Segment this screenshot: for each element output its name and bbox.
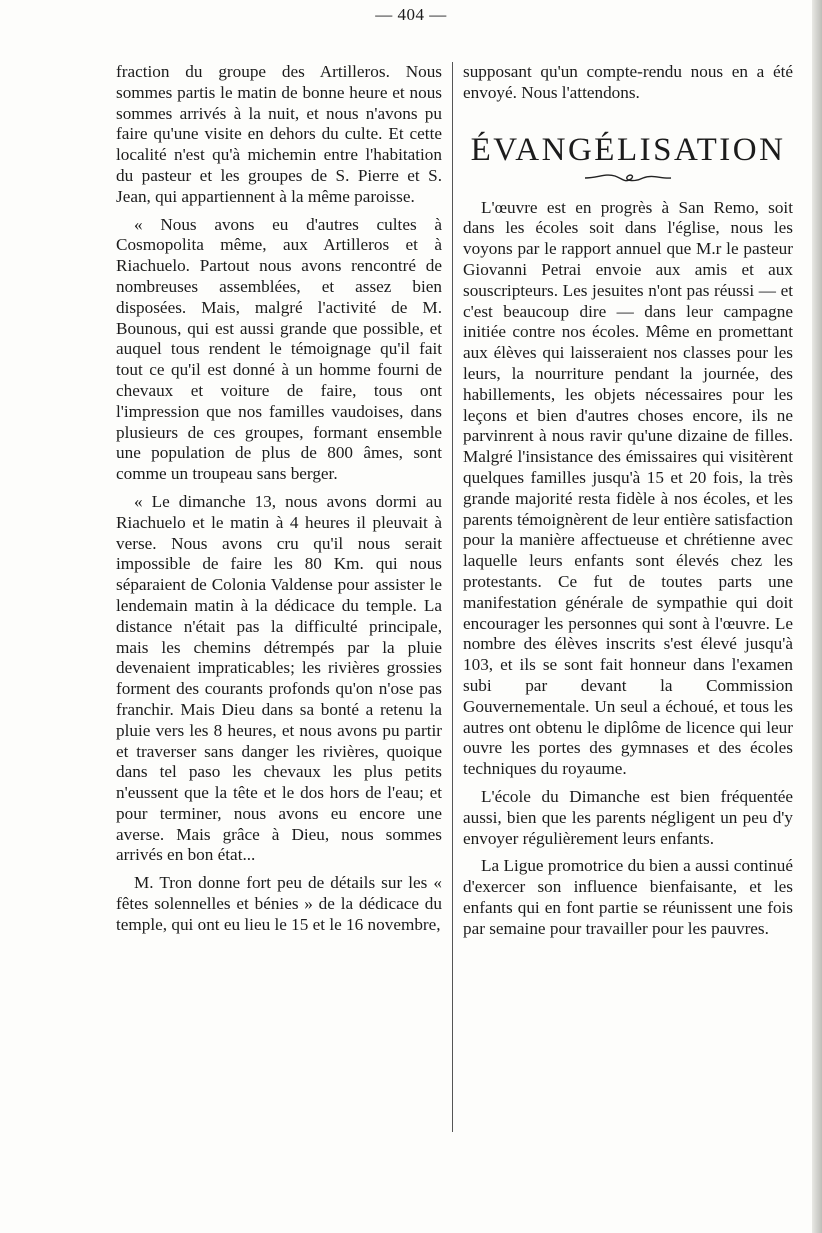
paragraph-oeuvre: L'œuvre est en progrès à San Remo, soit dans les écoles soit dans l'église, nous les voyons par le rapport annuel que M.r le pasteur Giovanni Petrai envoie aux amis et aux souscripteurs. Les jesuites n'ont pas réussi — et c'est beaucoup dire — dans leur campagne initiée contre nos écoles. Même en promettant aux élèves qui laisseraient nos classes pour les leurs, la nourriture pendant la journée, des habillements, les objets nécessaires pour les leçons et bien d'autres choses encore, ils ne parvinrent à nous ravir qu'une dizaine de filles. Malgré l'insistance des émissaires qui visitèrent quelques familles jusqu'à 15 et 20 fois, la très grande majorité resta fidèle à nos écoles, et les parents témoignèrent de leur entière satisfaction pour la manière affectueuse et chrétienne avec laquelle leurs enfants sont élevés chez les protestants. Ce fut de toutes parts une manifestation générale de sympathie qui doit encourager les personnes qui sont à l'œuvre. Le nombre des élèves inscrits s'est élevé jusqu'à 103, et ils se sont fait honneur dans l'examen subi par devant la Commission Gouvernementale. Un seul a échoué, et tous les autres ont obtenu le diplôme de licence qui leur ouvre les portes des gymnases et des écoles techniques du royaume.: [463, 197, 793, 779]
page-number: — 404 —: [375, 5, 447, 24]
paragraph-ecole-dimanche: L'école du Dimanche est bien fréquentée aussi, bien que les parents négligent un peu d'y envoyer régulièrement leurs enfants.: [463, 786, 793, 848]
paragraph-tron: M. Tron donne fort peu de détails sur les « fêtes solennelles et bénies » de la dédicace du temple, qui ont eu lieu le 15 et le 16 novembre,: [116, 873, 442, 934]
paragraph-dimanche: « Le dimanche 13, nous avons dormi au Riachuelo et le matin à 4 heures il pleuvait à verse. Nous avons cru qu'il nous serait impossible de faire les 80 Km. qui nous séparaient de Colonia Valdense pour assister le lendemain matin à la dédicace du temple. La distance n'était pas la difficulté principale, mais les chemins détrempés par la pluie devenaient impraticables; les rivières grossies forment des courants profonds qu'on n'ose pas franchir. Mais Dieu dans sa bonté a retenu la pluie vers les 8 heures, et nous avons pu partir et traverser sans danger les rivières, quoique dans tel paso les chevaux les plus petits n'eussent que la tête et le dos hors de l'eau; et pour terminer, nous avons eu encore une averse. Mais grâce à Dieu, nous sommes arrivés en bon état...: [116, 491, 442, 865]
scan-edge: [812, 0, 822, 1233]
paragraph-cultes: « Nous avons eu d'autres cultes à Cosmopolita même, aux Artilleros et à Riachuelo. Partout nous avons rencontré de nombreuses assemblées, et assez bien disposées. Mais, malgré l'activité de M. Bounous, qui est aussi grande que possible, et auquel tous rendent le témoignage qu'il fait tout ce qu'il est donné à un homme fourni de chevaux et voiture de faire, tous ont l'impression que nos familles vaudoises, dans plusieurs de ces groupes, formant ensemble une population de plus de 800 âmes, sont comme un troupeau sans berger.: [116, 214, 442, 484]
left-column: [116, 62, 442, 936]
paragraph-intro: supposant qu'un compte-rendu nous en a été envoyé. Nous l'attendons.: [463, 62, 793, 102]
paragraph-ligue: La Ligue promotrice du bien a aussi continué d'exercer son influence bienfaisante, et les enfants qui en font partie se réunissent une fois par semaine pour travailler pour les pauvres.: [463, 856, 793, 938]
column-divider: [452, 62, 453, 1132]
ornament-flourish-icon: [583, 170, 673, 186]
paragraph-continuation: fraction du groupe des Artilleros. Nous sommes partis le matin de bonne heure et nous sommes arrivés à la nuit, et nous n'avons pu faire qu'une visite en dehors du culte. Et cette localité n'est qu'à michemin entre l'habitation du pasteur et les groupes de S. Pierre et S. Jean, qui appartiennent à la même paroisse.: [116, 62, 442, 206]
section-title: ÉVANGÉLISATION: [470, 131, 786, 168]
right-column: [463, 62, 793, 939]
